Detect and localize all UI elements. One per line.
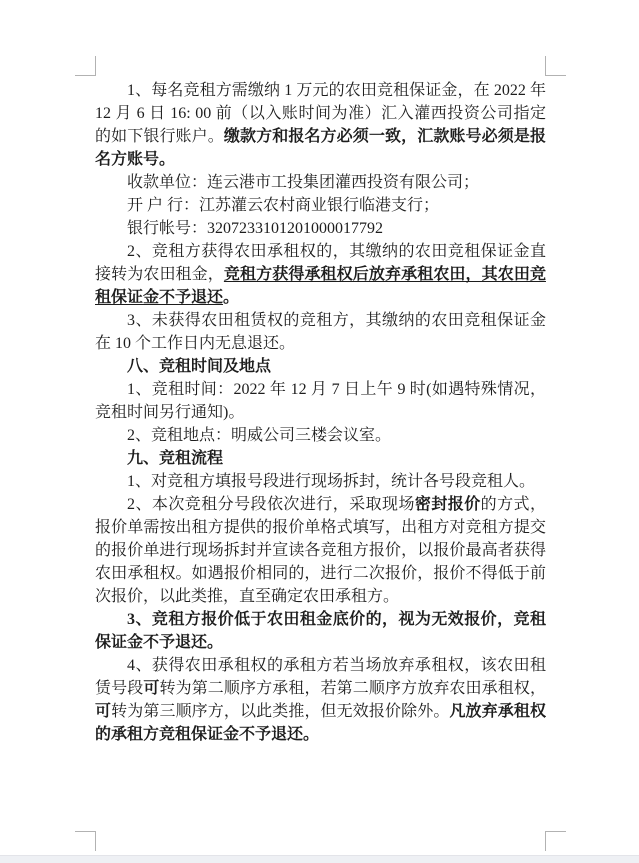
text-segment: 缴款方和报名方必须一致，汇款账号必须是报名方账号。 bbox=[95, 128, 546, 168]
line-bank-name bbox=[95, 194, 546, 217]
document-text bbox=[95, 79, 546, 746]
text-segment: 九、竞租流程 bbox=[127, 450, 224, 467]
para-deposit-refund bbox=[95, 309, 546, 355]
text-segment: 可 bbox=[143, 680, 160, 697]
text-segment: 的方式，报价单需按出租方提供的报价单格式填写，出租方对竞租方提交的报价单进行现场拆封并宣读各竞租方报价，以报价最高者获得农田承租权。如遇报价相同的，进行二次报价，报价不得低于前次报价，以此类推，直至确定农田承租方。 bbox=[95, 496, 546, 605]
heading-section-8 bbox=[95, 355, 546, 378]
para-process-step-3 bbox=[95, 608, 546, 654]
text-segment: 3、竞租方报价低于农田租金底价的，视为无效报价，竞租保证金不予退还。 bbox=[95, 611, 546, 651]
text-segment: 转为第二顺序方承租，若第二顺序方放弃农田承租权， bbox=[159, 680, 546, 697]
text-segment: 1、每名竞租方需缴纳 1 万元的农田竞租保证金，在 2022 年 12 月 6 日 16: 00 前（以入账时间为准）汇入灌西投资公司指定的如下银行账户。 bbox=[95, 82, 546, 145]
para-bid-time bbox=[95, 378, 546, 424]
text-segment: 2、竞租地点：明威公司三楼会议室。 bbox=[127, 427, 392, 444]
margin-crop-mark-top-right bbox=[545, 56, 566, 76]
margin-crop-mark-top-left bbox=[75, 56, 96, 76]
text-segment: 1、竞租时间：2022 年 12 月 7 日上午 9 时(如遇特殊情况，竞租时间另行通知)。 bbox=[95, 381, 546, 421]
text-segment: 凡放弃承租权的承租方竞租保证金不予退还。 bbox=[95, 703, 546, 743]
text-segment: 八、竞租时间及地点 bbox=[127, 358, 272, 375]
text-segment: 2、本次竞租分号段依次进行，采取现场 bbox=[127, 496, 415, 513]
text-segment: 竞租方获得承租权后放弃承租农田，其农田竞租保证金不予退还 bbox=[95, 266, 546, 306]
para-process-step-2 bbox=[95, 493, 546, 608]
heading-section-9 bbox=[95, 447, 546, 470]
para-bid-location bbox=[95, 424, 546, 447]
text-segment: 银行帐号：3207233101201000017792 bbox=[127, 220, 384, 237]
para-deposit-requirement bbox=[95, 79, 546, 171]
text-segment: 密封报价 bbox=[414, 496, 481, 513]
margin-crop-mark-bottom-left bbox=[75, 831, 96, 851]
text-segment: 4、获得农田承租权的承租方若当场放弃承租权，该农田租赁号段 bbox=[95, 657, 546, 697]
text-segment: 2、竞租方获得农田承租权的，其缴纳的农田竞租保证金直接转为农田租金， bbox=[95, 243, 546, 283]
page-bottom-strip bbox=[0, 855, 639, 863]
para-process-step-4 bbox=[95, 654, 546, 746]
text-segment: 可 bbox=[95, 703, 112, 720]
text-segment: 3、未获得农田租赁权的竞租方，其缴纳的农田竞租保证金在 10 个工作日内无息退还。 bbox=[95, 312, 546, 352]
text-segment: 转为第三顺序方，以此类推，但无效报价除外。 bbox=[111, 703, 450, 720]
para-deposit-conversion bbox=[95, 240, 546, 309]
margin-crop-mark-bottom-right bbox=[545, 831, 566, 851]
text-segment: 收款单位：连云港市工投集团灌西投资有限公司； bbox=[127, 174, 480, 191]
text-segment: 1、对竞租方填报号段进行现场拆封，统计各号段竞租人。 bbox=[127, 473, 536, 490]
line-bank-account bbox=[95, 217, 546, 240]
text-segment: 。 bbox=[223, 289, 240, 306]
para-process-step-1 bbox=[95, 470, 546, 493]
text-segment: 开 户 行：江苏灌云农村商业银行临港支行； bbox=[127, 197, 440, 214]
line-payee-name bbox=[95, 171, 546, 194]
